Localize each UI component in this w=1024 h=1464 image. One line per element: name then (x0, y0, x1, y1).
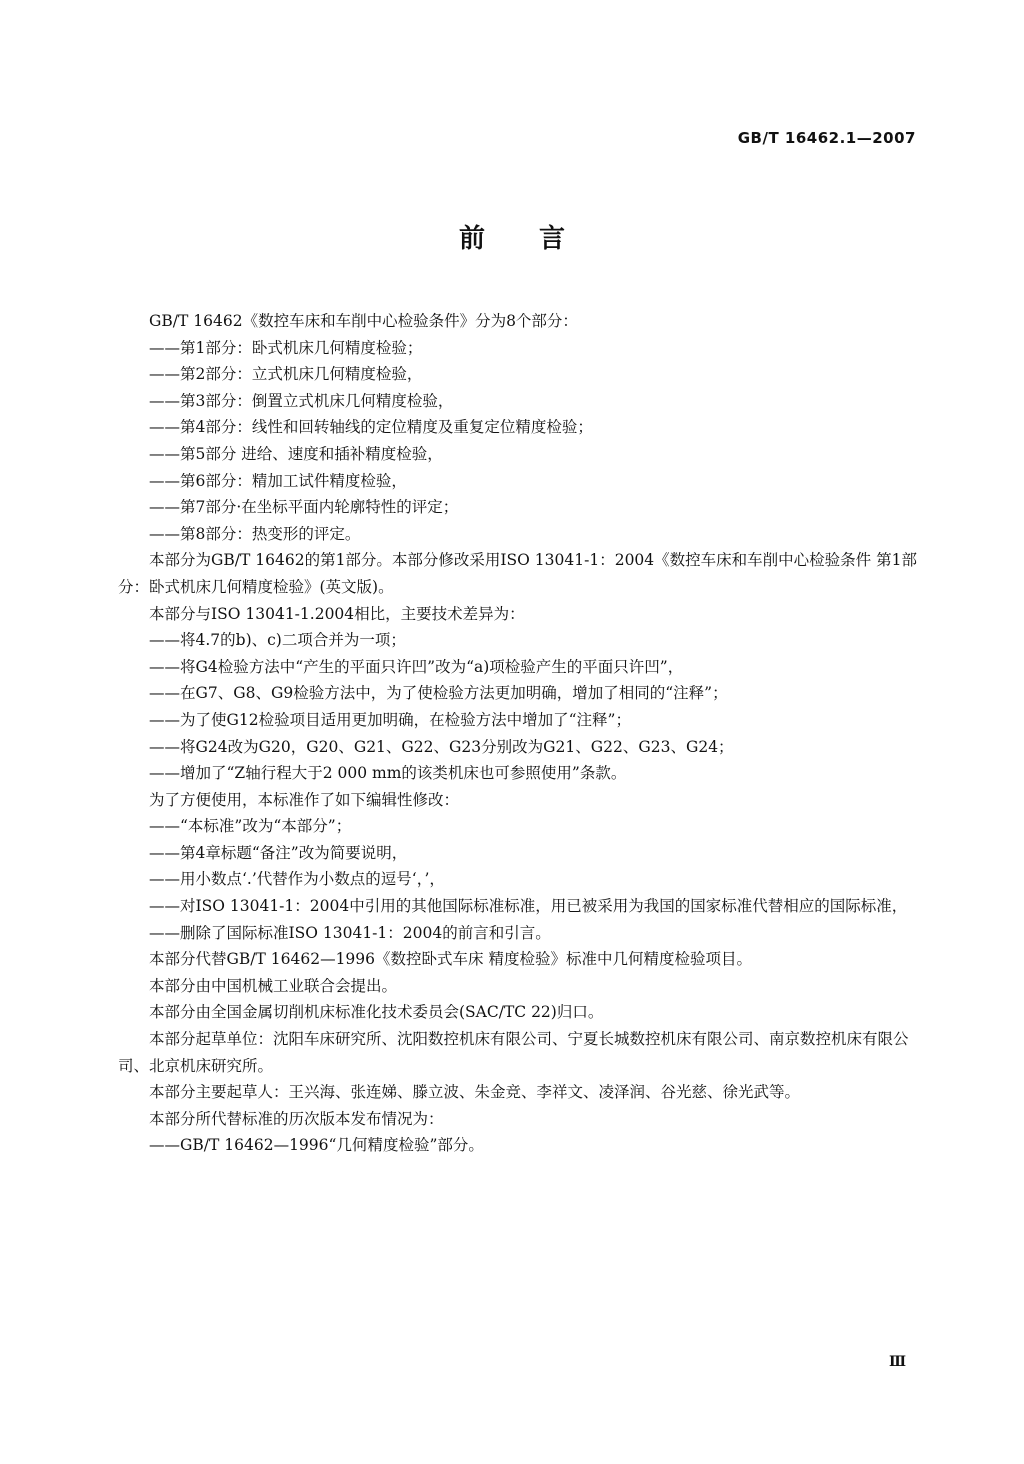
list-item: ——第3部分：倒置立式机床几何精度检验， (149, 391, 454, 410)
foreword-body (118, 308, 918, 1159)
list-item: ——为了使G12检验项目适用更加明确，在检验方法中增加了“注释”； (149, 710, 631, 729)
list-item: ——第4部分：线性和回转轴线的定位精度及重复定位精度检验； (149, 418, 593, 437)
paragraph: 本部分所代替标准的历次版本发布情况为： (149, 1109, 444, 1128)
paragraph: 本部分由全国金属切削机床标准化技术委员会(SAC/TC 22)归口。 (149, 1003, 604, 1022)
list-item: ——在G7、G8、G9检验方法中，为了使检验方法更加明确，增加了相同的“注释”； (149, 684, 728, 703)
list-item: ——第7部分·在坐标平面内轮廓特性的评定； (149, 498, 459, 517)
list-item: ——第4章标题“备注”改为简要说明， (149, 843, 408, 862)
list-item: ——“本标准”改为“本部分”； (149, 817, 352, 836)
list-item: ——删除了国际标准ISO 13041-1：2004的前言和引言。 (149, 923, 551, 942)
paragraph: 本部分主要起草人：王兴海、张连娣、滕立波、朱金竞、李祥文、凌泽润、谷光慈、徐光武等。 (149, 1083, 801, 1102)
paragraph: 本部分与ISO 13041-1.2004相比，主要技术差异为： (149, 604, 525, 623)
page-number: Ⅲ (888, 1354, 906, 1370)
list-item: ——第1部分：卧式机床几何精度检验； (149, 338, 423, 357)
list-item: ——将G24改为G20，G20、G21、G22、G23分别改为G21、G22、G23、G24； (149, 737, 734, 756)
paragraph: 为了方便使用，本标准作了如下编辑性修改： (149, 790, 460, 809)
paragraph: 本部分为GB/T 16462的第1部分。本部分修改采用ISO 13041-1：2004《数控车床和车削中心检验条件 第1部分：卧式机床几何精度检验》(英文版)。 (118, 551, 917, 596)
page-title: 前言 (458, 224, 619, 254)
paragraph: 本部分起草单位：沈阳车床研究所、沈阳数控机床有限公司、宁夏长城数控机床有限公司、南京数控机床有限公司、北京机床研究所。 (118, 1030, 909, 1075)
list-item: ——GB/T 16462—1996“几何精度检验”部分。 (149, 1136, 484, 1155)
list-item: ——增加了“Z轴行程大于2 000 mm的该类机床也可参照使用”条款。 (149, 764, 627, 783)
list-item: ——第2部分：立式机床几何精度检验， (149, 365, 423, 384)
paragraph: GB/T 16462《数控车床和车削中心检验条件》分为8个部分： (149, 312, 578, 330)
document-code: GB/T 16462.1—2007 (737, 129, 916, 147)
list-item: ——将4.7的b)、c)二项合并为一项； (149, 631, 406, 650)
list-item: ——第8部分：热变形的评定。 (149, 524, 361, 543)
list-item: ——第5部分 进给、速度和插补精度检验， (149, 444, 443, 463)
list-item: ——第6部分：精加工试件精度检验， (149, 471, 407, 490)
list-item: ——对ISO 13041-1：2004中引用的其他国际标准标准，用已被采用为我国的国家标准代替相应的国际标准， (149, 897, 908, 916)
list-item: ——将G4检验方法中“产生的平面只许凹”改为“a)项检验产生的平面只许凹”， (149, 657, 684, 676)
paragraph: 本部分代替GB/T 16462—1996《数控卧式车床 精度检验》标准中几何精度检验项目。 (149, 950, 752, 969)
paragraph: 本部分由中国机械工业联合会提出。 (149, 976, 398, 995)
list-item: ——用小数点‘.’代替作为小数点的逗号‘，’， (149, 870, 445, 889)
